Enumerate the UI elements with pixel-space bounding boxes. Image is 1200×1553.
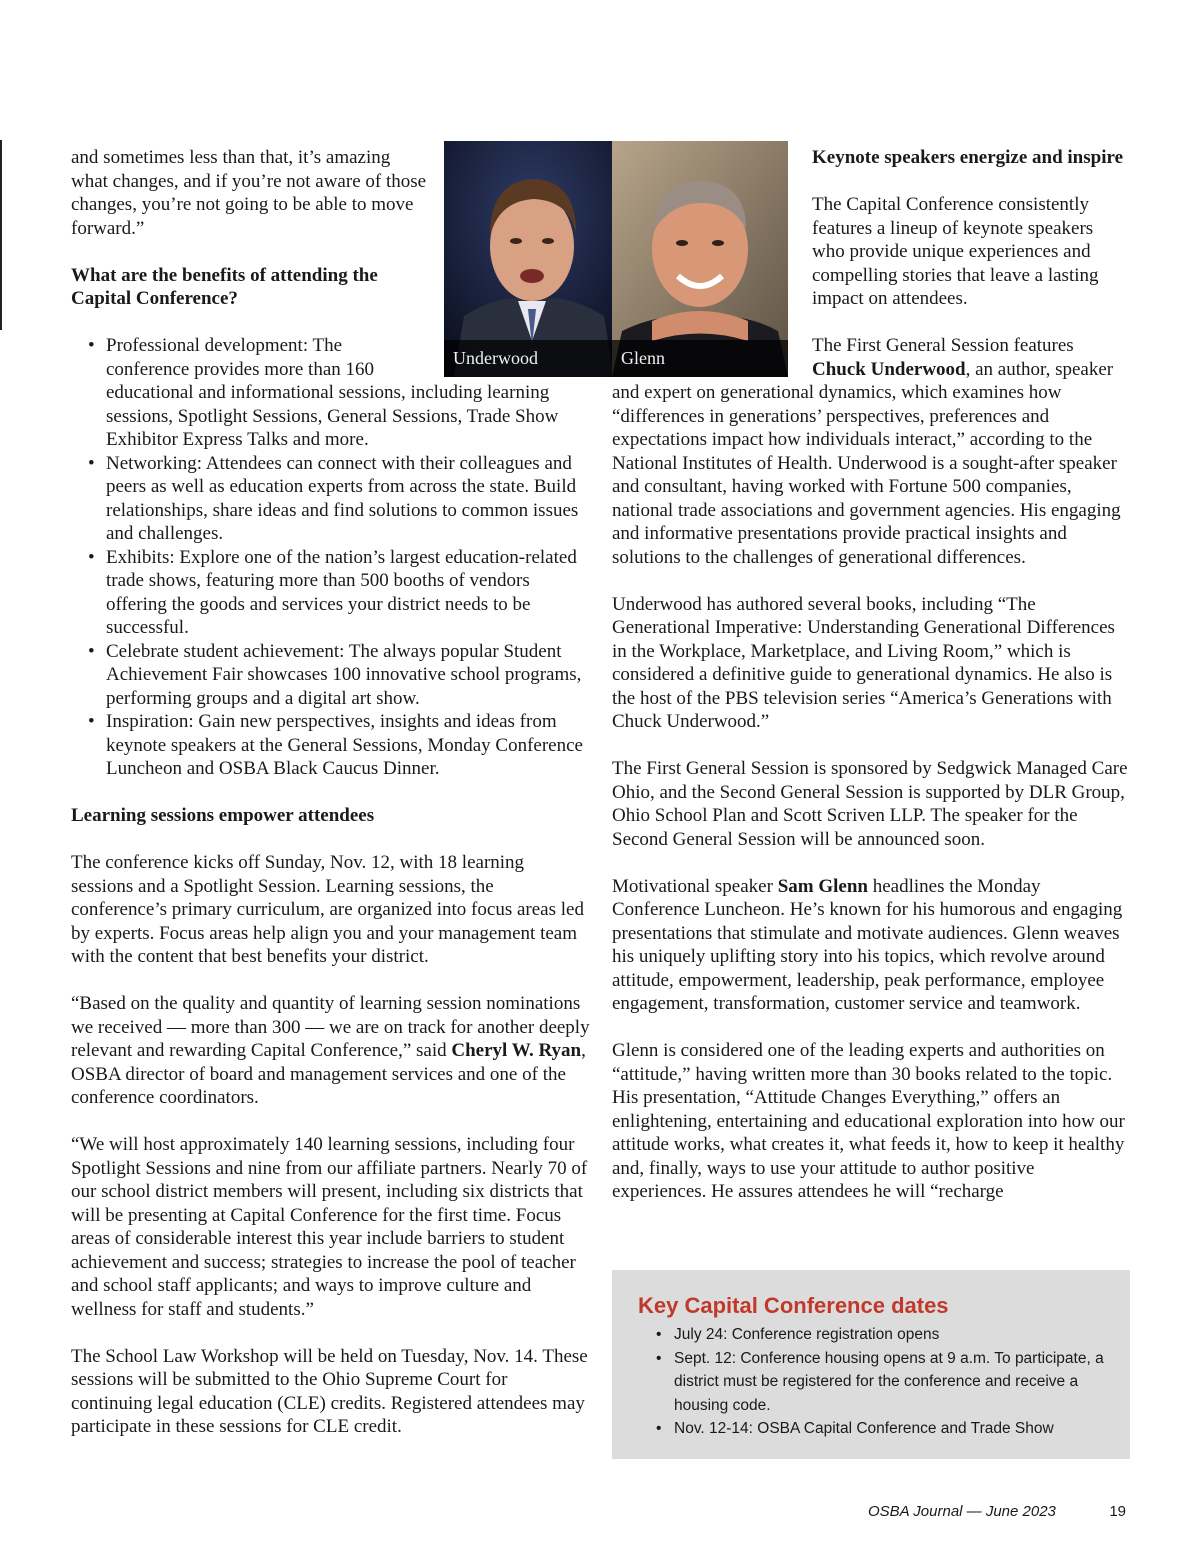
law-workshop-paragraph: The School Law Workshop will be held on Tuesday, Nov. 14. These sessions will be submitted to the Ohio Supreme Court for continuing legal education (CLE) credits. Registered attendees may participate in these sessions for CLE credit.	[71, 1345, 588, 1437]
list-item: • Professional development: The conference provides more than 160 educational and informational sessions, including learning sessions, Spotlight Sessions, General Sessions, Trade Show Exhibitor Express Talks and more.	[106, 334, 591, 452]
list-item: • Celebrate student achievement: The always popular Student Achievement Fair showcases 100 innovative school programs, performing groups and a digital art show.	[106, 640, 591, 711]
list-item: • July 24: Conference registration opens	[674, 1323, 1110, 1347]
photo-caption: Glenn	[612, 340, 788, 377]
keynote-heading: Keynote speakers energize and inspire	[812, 147, 1124, 168]
keynote-paragraph: The Capital Conference consistently features a lineup of keynote speakers who provide unique experiences and compelling stories that leave a lasting impact on attendees.	[812, 194, 1099, 309]
page-footer	[840, 1503, 1130, 1527]
glenn-paragraph	[612, 875, 1130, 1016]
key-dates-title: Key Capital Conference dates	[638, 1293, 949, 1318]
books-paragraph: Underwood has authored several books, including “The Generational Imperative: Understanding Generational Differences in the Workplace, Marketplace, and Living Room,” which is considered a definitive guide to generational dynamics. He also is the host of the PBS television series “America’s Generations with Chuck Underwood.”	[612, 593, 1115, 732]
key-dates-list	[638, 1323, 1110, 1441]
body-text: , an author, speaker and expert on generational dynamics, which examines how “differences in generations’ perspectives, preferences and expectations impact how individuals interact,” according to the National Institutes of Health. Underwood is a sought-after speaker and consultant, having worked with Fortune 500 companies, national trade associations and government agencies. His engaging and informative presentations provide practical insights and solutions to the challenges of generational differences.	[612, 358, 1121, 568]
person-name: Chuck Underwood	[812, 358, 966, 380]
sponsor-paragraph: The First General Session is sponsored by Sedgwick Managed Care Ohio, and the Second General Session is supported by DLR Group, Ohio School Plan and Scott Scriven LLP. The speaker for the Second General Session will be announced soon.	[612, 758, 1128, 850]
glenn-photo	[612, 141, 788, 377]
person-name: Cheryl W. Ryan	[451, 1040, 582, 1061]
ryan-quote-paragraph	[71, 992, 591, 1110]
quote-text: , OSBA director of board and management services and one of the conference coordinators.	[71, 1040, 586, 1108]
publication-name: OSBA Journal — June 2023	[868, 1503, 1056, 1520]
learning-heading: Learning sessions empower attendees	[71, 805, 375, 826]
list-item: • Inspiration: Gain new perspectives, insights and ideas from keynote speakers at the General Sessions, Monday Conference Luncheon and OSBA Black Caucus Dinner.	[106, 710, 591, 781]
benefits-heading: What are the benefits of attending the Capital Conference?	[71, 264, 378, 309]
body-text: Motivational speaker	[612, 875, 778, 897]
left-column	[71, 146, 591, 1439]
intro-paragraph: and sometimes less than that, it’s amazing what changes, and if you’re not aware of those changes, you’re not going to be able to move forward.”	[71, 147, 427, 239]
list-item: • Nov. 12-14: OSBA Capital Conference and Trade Show	[674, 1417, 1110, 1441]
person-name: Sam Glenn	[777, 875, 868, 897]
key-dates-box	[612, 1270, 1130, 1459]
learning-paragraph: The conference kicks off Sunday, Nov. 12, with 18 learning sessions and a Spotlight Session. Learning sessions, the conference’s primary curriculum, are organized into focus areas led by experts. Focus areas help align you and your management team with the content that best benefits your district.	[71, 852, 584, 967]
list-item: • Networking: Attendees can connect with their colleagues and peers as well as education experts from across the state. Build relationships, share ideas and find solutions to common issues and challenges.	[106, 452, 591, 546]
benefits-list	[71, 334, 591, 781]
body-text: The First General Session features	[812, 335, 1074, 356]
list-item: • Sept. 12: Conference housing opens at 9 a.m. To participate, a district must be registered for the conference and receive a housing code.	[674, 1347, 1110, 1418]
photo-caption: Underwood	[444, 340, 620, 377]
margin-rule	[0, 140, 2, 330]
list-item: • Exhibits: Explore one of the nation’s largest education-related trade shows, featuring more than 500 booths of vendors offering the goods and services your district needs to be successful.	[106, 546, 591, 640]
body-text: headlines the Monday Conference Luncheon. He’s known for his humorous and engaging presentations that stimulate and motivate audiences. Glenn weaves his uniquely uplifting story into his topics, which revolve around attitude, empowerment, leadership, peak performance, employee engagement, transformation, customer service and teamwork.	[612, 875, 1123, 1014]
right-column	[612, 146, 1130, 1204]
page-number: 19	[1109, 1503, 1126, 1520]
sessions-quote-paragraph: “We will host approximately 140 learning sessions, including four Spotlight Sessions and nine from our affiliate partners. Nearly 70 of our school district members will present, including six districts that will be presenting at Capital Conference for the first time. Focus areas of considerable interest this year include barriers to student achievement and success; strategies to increase the pool of teacher and school staff applicants; and ways to improve culture and wellness for staff and students.”	[71, 1134, 588, 1320]
quote-text: “Based on the quality and quantity of learning session nominations we received — more than 300 — we are on track for another deeply relevant and rewarding Capital Conference,” said	[71, 993, 590, 1061]
glenn-attitude-paragraph: Glenn is considered one of the leading experts and authorities on “attitude,” having written more than 30 books related to the topic. His presentation, “Attitude Changes Everything,” offers an enlightening, entertaining and educational exploration into how our attitude works, what creates it, what feeds it, how to keep it healthy and, finally, ways to use your attitude to author positive experiences. He assures attendees he will “recharge	[612, 1040, 1125, 1202]
